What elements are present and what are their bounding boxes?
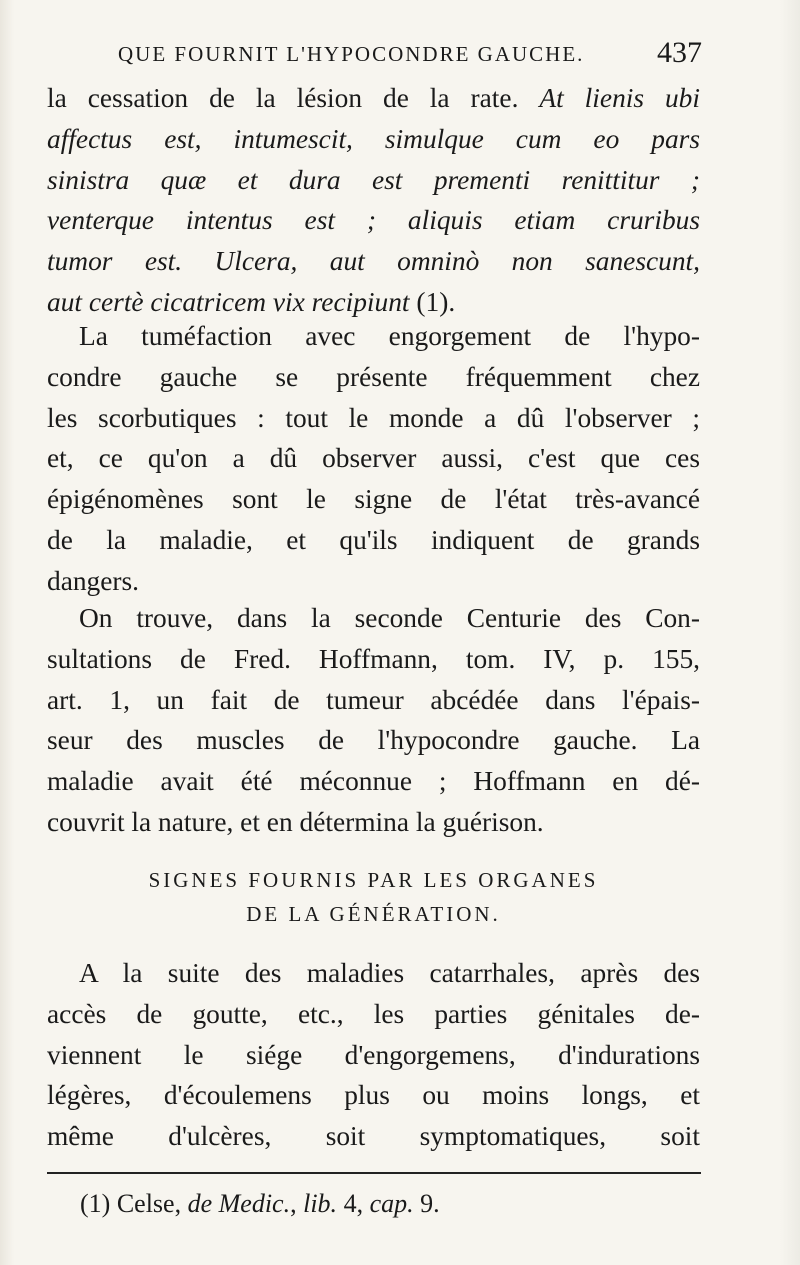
text-line: légères, d'écoulemens plus ou moins longs, et [47, 1080, 700, 1111]
text-line: A la suite des maladies catarrhales, après des [79, 958, 700, 988]
footnote-lib-label: lib. [303, 1189, 338, 1218]
footnote-separator: , [290, 1189, 304, 1218]
text-line: art. 1, un fait de tumeur abcédée dans l'épais- [47, 684, 700, 715]
running-title: QUE FOURNIT L'HYPOCONDRE GAUCHE. [118, 42, 585, 66]
text-line: même d'ulcères, soit symptomatiques, soit [47, 1121, 700, 1152]
text-line: maladie avait été méconnue ; Hoffmann en dé- [47, 766, 700, 797]
footnote [80, 1189, 440, 1219]
text-line: viennent le siége d'engorgemens, d'indurations [47, 1039, 700, 1070]
section-heading-line: DE LA GÉNÉRATION. [246, 902, 501, 926]
footnote-rule [47, 1172, 701, 1174]
latin-line: tumor est. Ulcera, aut omninò non sanescunt, [47, 246, 700, 277]
text-line [47, 78, 700, 119]
paragraph-hoffmann [47, 598, 700, 843]
section-heading [47, 863, 700, 931]
footnote-lib-number: 4, [337, 1189, 370, 1218]
footnote-cap-label: cap. [369, 1189, 414, 1218]
latin-span: At lienis ubi [539, 83, 700, 113]
latin-quotation-paragraph [47, 78, 700, 323]
page-number: 437 [657, 36, 702, 69]
text-line: condre gauche se présente fréquemment chez [47, 361, 700, 392]
running-head [118, 36, 760, 76]
footnote-cap-number: 9. [413, 1189, 440, 1218]
text-line: La tuméfaction avec engorgement de l'hypo- [79, 321, 700, 351]
text-line: On trouve, dans la seconde Centurie des Con- [79, 603, 700, 633]
section-heading-line: SIGNES FOURNIS PAR LES ORGANES [148, 868, 599, 892]
text-line: sultations de Fred. Hoffmann, tom. IV, p. 155, [47, 643, 700, 674]
paragraph-generation [47, 953, 700, 1157]
text-line: et, ce qu'on a dû observer aussi, c'est que ces [47, 443, 700, 474]
text-line: accès de goutte, etc., les parties génitales de- [47, 998, 700, 1029]
text-line: épigénomènes sont le signe de l'état très-avancé [47, 484, 700, 515]
text-line: de la maladie, et qu'ils indiquent de grands [47, 524, 700, 555]
footnote-marker: (1) Celse, [80, 1189, 188, 1218]
text-line: les scorbutiques : tout le monde a dû l'observer ; [47, 402, 700, 433]
footnote-reference: (1). [409, 286, 456, 317]
latin-span: aut certè cicatricem vix recipiunt [47, 286, 410, 317]
latin-line: affectus est, intumescit, simulque cum eo pars [47, 123, 700, 154]
text-line: dangers. [47, 565, 140, 596]
footnote-work-title: de Medic. [187, 1189, 291, 1218]
latin-line: sinistra quæ et dura est prementi renittitur ; [47, 164, 700, 195]
text-line: seur des muscles de l'hypocondre gauche. La [47, 725, 700, 756]
paragraph-tumefaction [47, 316, 700, 602]
latin-line: venterque intentus est ; aliquis etiam cruribus [47, 205, 700, 236]
text-line: couvrit la nature, et en détermina la guérison. [47, 806, 544, 837]
text-span: la cessation de la lésion de la rate. [47, 83, 519, 113]
